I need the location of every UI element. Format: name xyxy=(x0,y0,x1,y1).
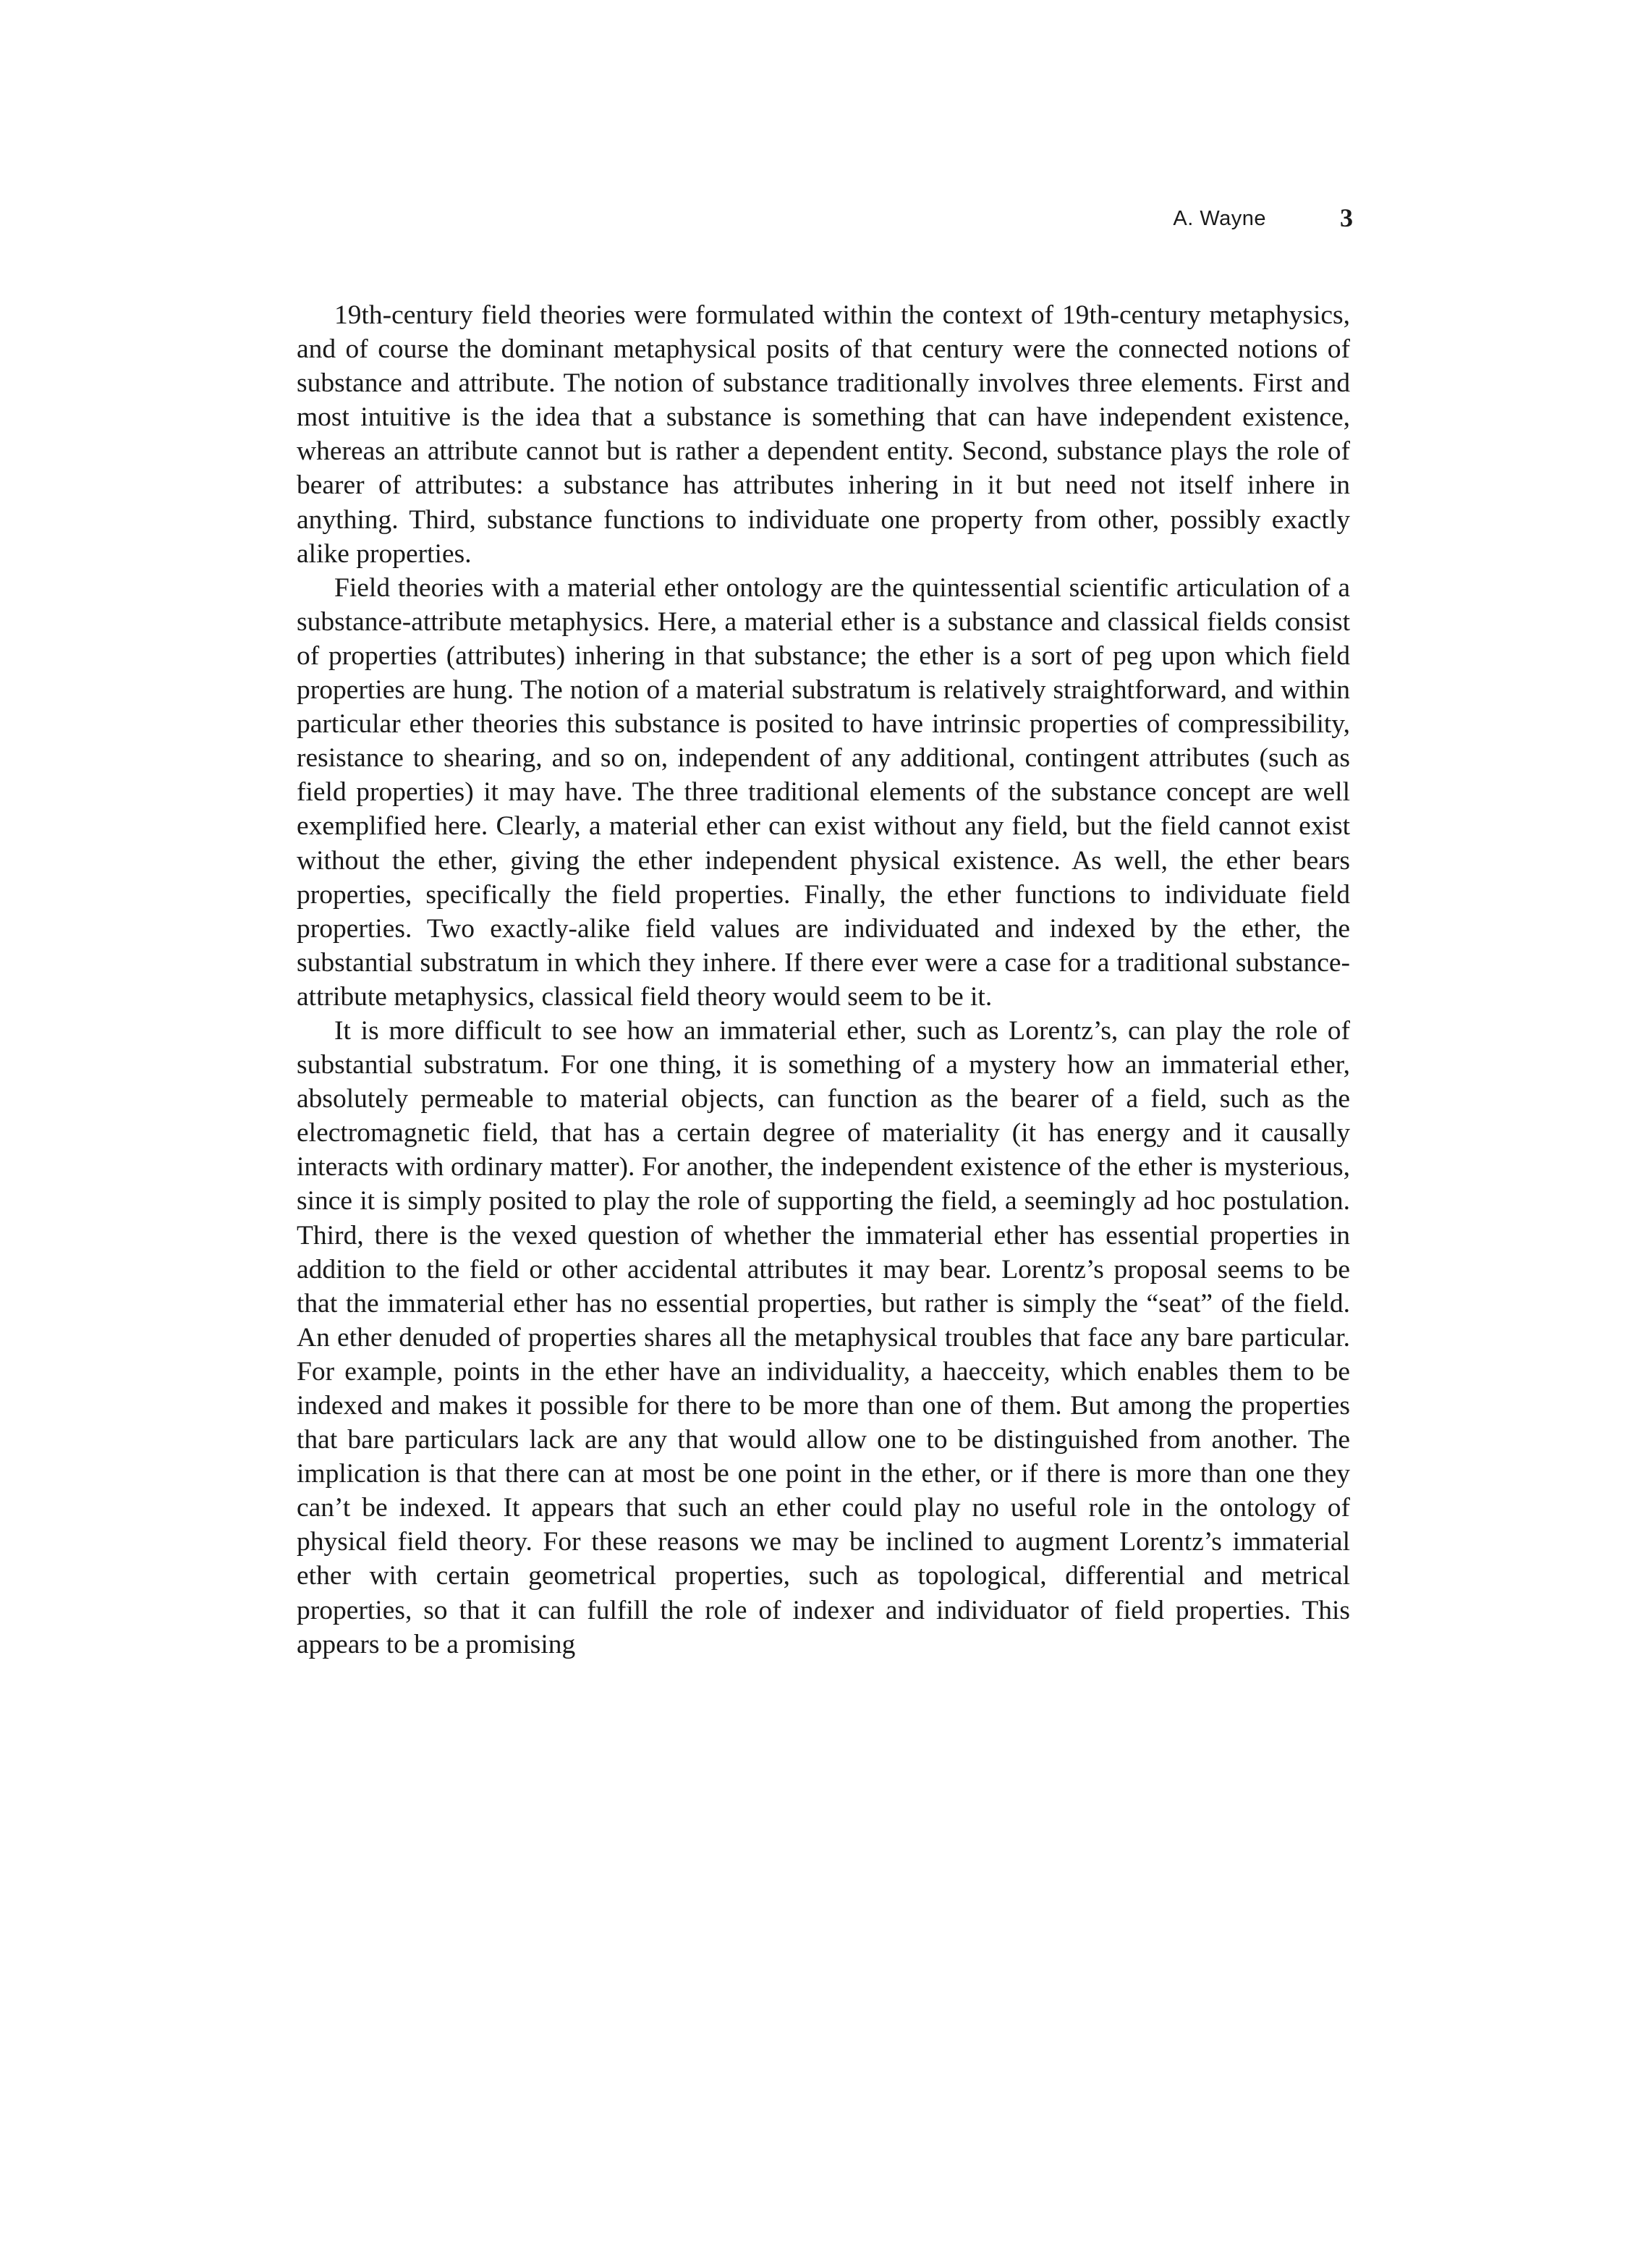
paragraph: Field theories with a material ether ontology are the quintessential scientific articulation of a substance-attribute metaphysics. Here, a material ether is a substance and classical fields consist of properties (attributes) inhering in that substance; the ether is a sort of peg upon which field properties are hung. The notion of a material substratum is relatively straightforward, and within particular ether theories this substance is posited to have intrinsic properties of compressibility, resistance to shearing, and so on, independent of any additional, contingent attributes (such as field properties) it may have. The three traditional elements of the substance concept are well exemplified here. Clearly, a material ether can exist without any field, but the field cannot exist without the ether, giving the ether independent physical existence. As well, the ether bears properties, specifically the field properties. Finally, the ether functions to individuate field properties. Two exactly-alike field values are individuated and indexed by the ether, the substantial substratum in which they inhere. If there ever were a case for a traditional substance-attribute metaphysics, classical field theory would seem to be it. xyxy=(297,572,1350,1012)
body-text xyxy=(297,298,1350,1662)
running-head xyxy=(1085,203,1353,237)
page-number: 3 xyxy=(1340,203,1353,232)
paragraph: It is more difficult to see how an immaterial ether, such as Lorentz’s, can play the role of substantial substratum. For one thing, it is something of a mystery how an immaterial ether, absolutely permeable to material objects, can function as the bearer of a field, such as the electromagnetic field, that has a certain degree of materiality (it has energy and it causally interacts with ordinary matter). For another, the independent existence of the ether is mysterious, since it is simply posited to play the role of supporting the field, a seemingly ad hoc postulation. Third, there is the vexed question of whether the immaterial ether has essential properties in addition to the field or other accidental attributes it may bear. Lorentz’s proposal seems to be that the immaterial ether has no essential properties, but rather is simply the “seat” of the field. An ether denuded of properties shares all the metaphysical troubles that face any bare particular. For example, points in the ether have an individuality, a haecceity, which enables them to be indexed and makes it possible for there to be more than one of them. But among the properties that bare particulars lack are any that would allow one to be distinguished from another. The implication is that there can at most be one point in the ether, or if there is more than one they can’t be indexed. It appears that such an ether could play no useful role in the ontology of physical field theory. For these reasons we may be inclined to augment Lorentz’s immaterial ether with certain geometrical properties, such as topological, differential and metrical properties, so that it can fulfill the role of indexer and individuator of field properties. This appears to be a promising xyxy=(297,1015,1350,1659)
running-head-author: A. Wayne xyxy=(1173,207,1266,230)
paragraph: 19th-century field theories were formulated within the context of 19th-century metaphysics, and of course the dominant metaphysical posits of that century were the connected notions of substance and attribute. The notion of substance traditionally involves three elements. First and most intuitive is the idea that a substance is something that can have independent existence, whereas an attribute cannot but is rather a dependent entity. Second, substance plays the role of bearer of attributes: a substance has attributes inhering in it but need not itself inhere in anything. Third, substance functions to individuate one property from other, possibly exactly alike properties. xyxy=(297,300,1350,569)
